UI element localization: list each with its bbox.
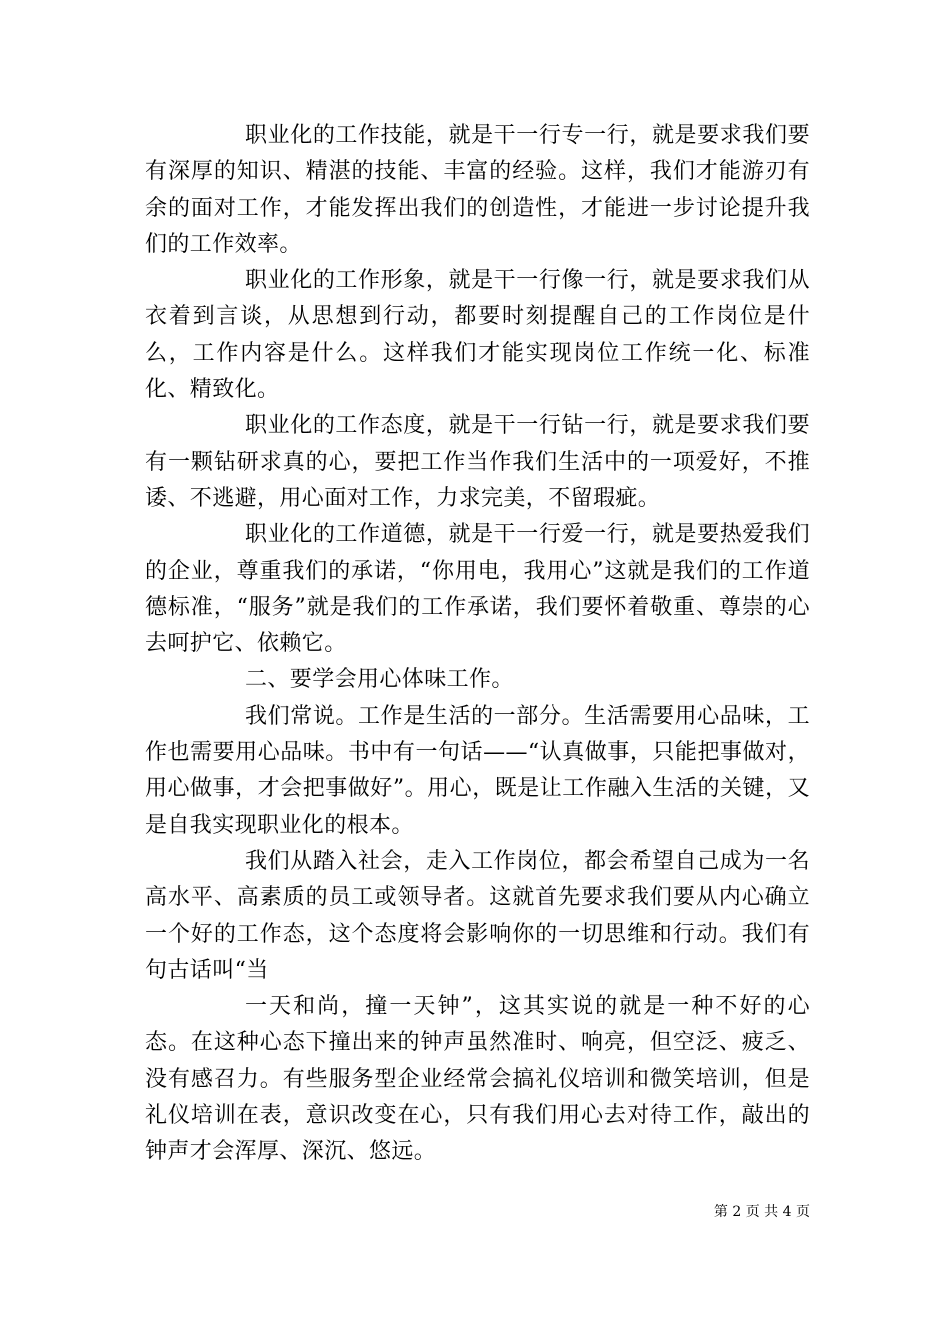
paragraph-work-ethics: 职业化的工作道德，就是干一行爱一行，就是要热爱我们的企业，尊重我们的承诺，“你用电，我用心”这就是我们的工作道德标准，“服务”就是我们的工作承诺，我们要怀着敬重、尊崇的心去呵护它、依赖它。	[145, 522, 810, 657]
paragraph-work-skills: 职业化的工作技能，就是干一行专一行，就是要求我们要有深厚的知识、精湛的技能、丰富的经验。这样，我们才能游刃有余的面对工作，才能发挥出我们的创造性，才能进一步讨论提升我们的工作效率。	[145, 123, 810, 257]
paragraph-mindset: 我们从踏入社会，走入工作岗位，都会希望自己成为一名高水平、高素质的员工或领导者。这就首先要求我们要从内心确立一个好的工作态，这个态度将会影响你的一切思维和行动。我们有句古话叫“当	[145, 848, 810, 983]
section-heading: 二、要学会用心体味工作。	[245, 667, 514, 693]
page-number: 第 2 页 共 4 页	[713, 1204, 810, 1220]
paragraph-work-image: 职业化的工作形象，就是干一行像一行，就是要求我们从衣着到言谈，从思想到行动，都要时刻提醒自己的工作岗位是什么，工作内容是什么。这样我们才能实现岗位工作统一化、标准化、精致化。	[145, 268, 810, 403]
body-text	[145, 118, 810, 1171]
paragraph-savor-work: 我们常说。工作是生活的一部分。生活需要用心品味，工作也需要用心品味。书中有一句话——“认真做事，只能把事做对，用心做事，才会把事做好”。用心，既是让工作融入生活的关键，又是自我实现职业化的根本。	[145, 703, 810, 838]
paragraph-work-attitude: 职业化的工作态度，就是干一行钻一行，就是要求我们要有一颗钻研求真的心，要把工作当作我们生活中的一项爱好，不推诿、不逃避，用心面对工作，力求完美，不留瑕疵。	[145, 413, 810, 511]
paragraph-bell-metaphor: 一天和尚，撞一天钟”，这其实说的就是一种不好的心态。在这种心态下撞出来的钟声虽然准时、响亮，但空泛、疲乏、没有感召力。有些服务型企业经常会搞礼仪培训和微笑培训，但是礼仪培训在表，意识改变在心，只有我们用心去对待工作，敲出的钟声才会浑厚、深沉、悠远。	[145, 994, 810, 1165]
